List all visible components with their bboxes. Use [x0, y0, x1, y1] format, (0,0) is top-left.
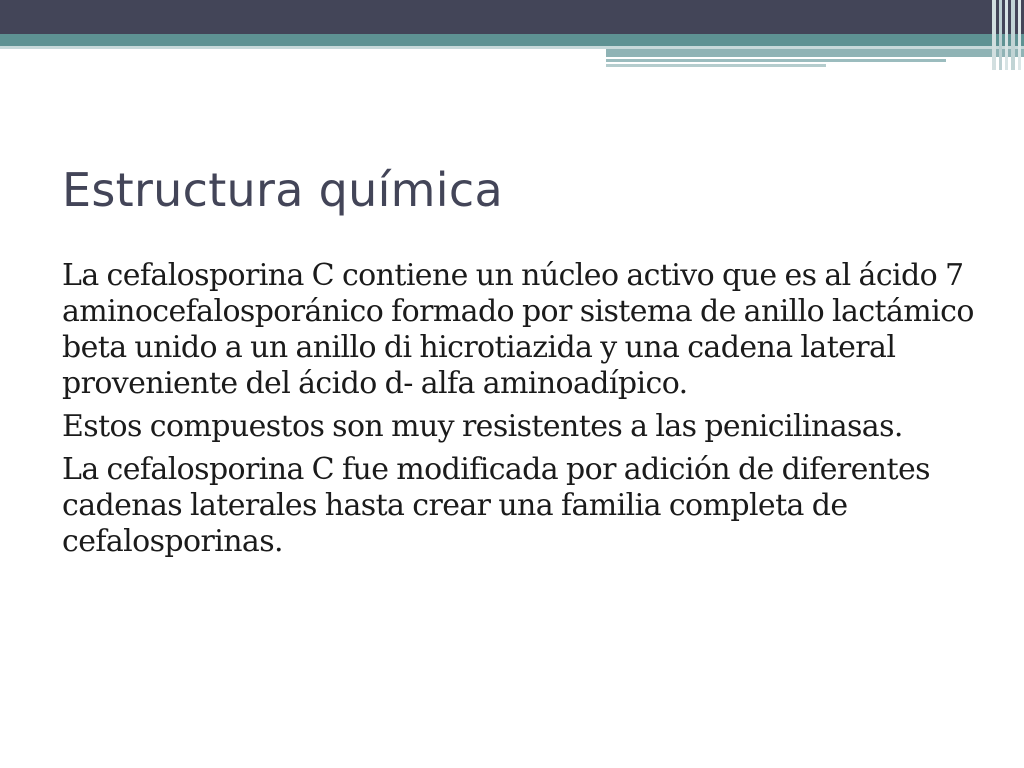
corner-stripe — [1005, 0, 1008, 70]
corner-stripe — [1018, 0, 1021, 70]
corner-stripe — [992, 0, 996, 70]
header-teal-band — [0, 34, 1024, 46]
header-accent-band — [606, 49, 1024, 57]
body-paragraph: La cefalosporina C contiene un núcleo activo que es al ácido 7 aminocefalosporánico formado por sistema de anillo lactámico beta unido a un anillo di hicrotiazida y una cadena lateral proveniente del ácido d- alfa aminoadípico. — [62, 258, 974, 401]
slide-body — [62, 258, 982, 567]
slide-title: Estructura química — [62, 163, 503, 217]
corner-stripe — [999, 0, 1002, 70]
body-paragraph: Estos compuestos son muy resistentes a las penicilinasas. — [62, 409, 903, 444]
corner-stripe — [1011, 0, 1015, 70]
header-dark-band — [0, 0, 1024, 34]
header-accent-line-short — [606, 64, 826, 67]
header-accent-line — [606, 59, 946, 62]
body-paragraph: La cefalosporina C fue modificada por adición de diferentes cadenas laterales hasta crear una familia completa de cefalosporinas. — [62, 452, 930, 559]
